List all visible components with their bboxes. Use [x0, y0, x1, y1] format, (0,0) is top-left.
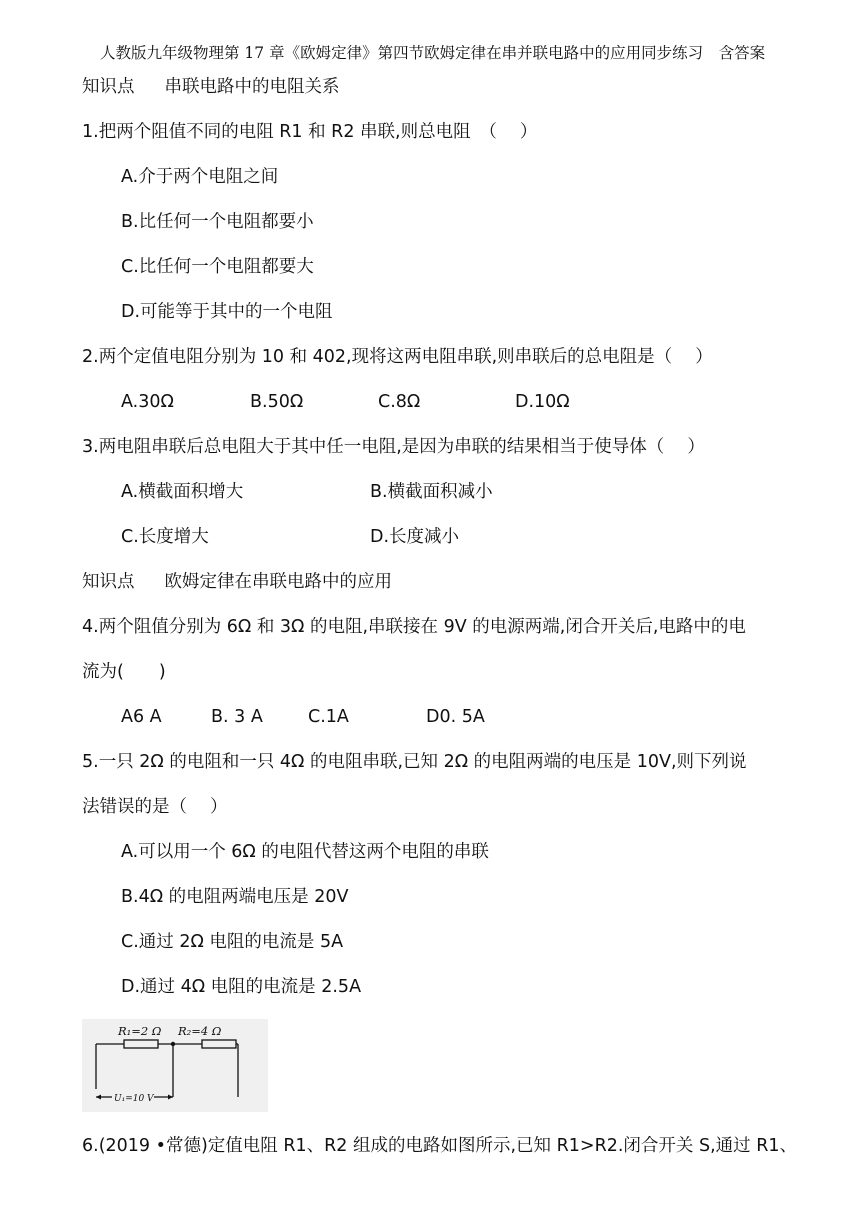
question-4-option-a: A6 A — [121, 707, 162, 727]
arrow-head — [168, 1095, 173, 1100]
question-5-option-b: B.4Ω 的电阻两端电压是 20V — [121, 887, 349, 907]
section-heading — [82, 75, 340, 99]
question-2-option-b: B.50Ω — [250, 392, 304, 412]
question-4-stem-line-2: 流为( ) — [82, 662, 166, 682]
question-2-option-d: D.10Ω — [515, 392, 570, 412]
question-2-option-a: A.30Ω — [121, 392, 174, 412]
resistor-r1 — [124, 1040, 158, 1048]
question-4-option-d: D0. 5A — [426, 707, 485, 727]
question-6-stem-line-1: 6.(2019 •常德)定值电阻 R1、R2 组成的电路如图所示,已知 R1>R2.闭合开关 S,通过 R1、 — [82, 1136, 798, 1156]
circuit-figure — [82, 1019, 268, 1112]
question-1-option-d: D.可能等于其中的一个电阻 — [121, 302, 333, 322]
section-heading — [82, 570, 392, 594]
section-label: 知识点 — [82, 572, 135, 592]
question-5-stem-line-2: 法错误的是（ ） — [82, 797, 228, 817]
question-3-option-c: C.长度增大 — [121, 527, 209, 547]
circuit-diagram — [82, 1019, 268, 1112]
junction-dot — [171, 1042, 175, 1046]
question-5-option-a: A.可以用一个 6Ω 的电阻代替这两个电阻的串联 — [121, 842, 489, 862]
question-4-stem-line-1: 4.两个阻值分别为 6Ω 和 3Ω 的电阻,串联接在 9V 的电源两端,闭合开关后,电路中的电 — [82, 617, 746, 637]
question-2-stem: 2.两个定值电阻分别为 10 和 402,现将这两电阻串联,则串联后的总电阻是（ ） — [82, 347, 713, 367]
question-3-option-b: B.横截面积减小 — [370, 482, 493, 502]
question-1-option-b: B.比任何一个电阻都要小 — [121, 212, 314, 232]
question-5-option-c: C.通过 2Ω 电阻的电流是 5A — [121, 932, 344, 952]
r2-label: R₂=4 Ω — [178, 1024, 222, 1038]
arrow-head — [96, 1095, 101, 1100]
section-title: 串联电路中的电阻关系 — [164, 77, 340, 97]
question-4-option-b: B. 3 A — [211, 707, 263, 727]
question-4-option-c: C.1A — [308, 707, 349, 727]
u1-label: U₁=10 V — [114, 1094, 154, 1104]
question-1-stem: 1.把两个阻值不同的电阻 R1 和 R2 串联,则总电阻 （ ） — [82, 122, 538, 142]
question-1-option-a: A.介于两个电阻之间 — [121, 167, 279, 187]
question-3-stem: 3.两电阻串联后总电阻大于其中任一电阻,是因为串联的结果相当于使导体（ ） — [82, 437, 705, 457]
section-title: 欧姆定律在串联电路中的应用 — [164, 572, 392, 592]
document-header: 人教版九年级物理第 17 章《欧姆定律》第四节欧姆定律在串并联电路中的应用同步练习 含答案 — [100, 44, 766, 62]
question-3-option-a: A.横截面积增大 — [121, 482, 244, 502]
section-label: 知识点 — [82, 77, 135, 97]
question-5-stem-line-1: 5.一只 2Ω 的电阻和一只 4Ω 的电阻串联,已知 2Ω 的电阻两端的电压是 10V,则下列说 — [82, 752, 747, 772]
r1-label: R₁=2 Ω — [118, 1024, 162, 1038]
question-5-option-d: D.通过 4Ω 电阻的电流是 2.5A — [121, 977, 362, 997]
question-2-option-c: C.8Ω — [378, 392, 421, 412]
question-1-option-c: C.比任何一个电阻都要大 — [121, 257, 314, 277]
question-3-option-d: D.长度减小 — [370, 527, 460, 547]
resistor-r2 — [202, 1040, 236, 1048]
